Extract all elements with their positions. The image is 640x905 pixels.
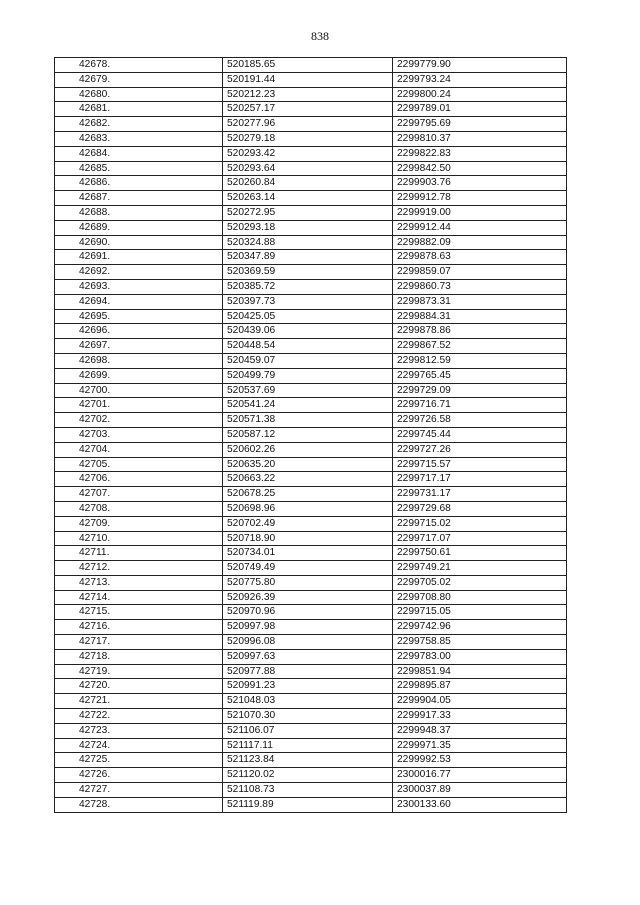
table-row (55, 58, 567, 73)
x-coordinate-cell: 520602.26 (223, 442, 393, 457)
table-row (55, 205, 567, 220)
point-number-cell: 42683. (55, 131, 223, 146)
point-number-cell: 42722. (55, 709, 223, 724)
point-number-cell: 42696. (55, 324, 223, 339)
y-coordinate-cell: 2299717.17 (393, 472, 567, 487)
table-row (55, 353, 567, 368)
table-row (55, 368, 567, 383)
point-number-cell: 42694. (55, 294, 223, 309)
x-coordinate-cell: 520587.12 (223, 427, 393, 442)
x-coordinate-cell: 520991.23 (223, 679, 393, 694)
point-number-cell: 42703. (55, 427, 223, 442)
y-coordinate-cell: 2299727.26 (393, 442, 567, 457)
table-row (55, 294, 567, 309)
y-coordinate-cell: 2300016.77 (393, 768, 567, 783)
y-coordinate-cell: 2299912.44 (393, 220, 567, 235)
y-coordinate-cell: 2299789.01 (393, 102, 567, 117)
x-coordinate-cell: 520537.69 (223, 383, 393, 398)
table-row (55, 620, 567, 635)
table-row (55, 220, 567, 235)
x-coordinate-cell: 520277.96 (223, 117, 393, 132)
x-coordinate-cell: 521070.30 (223, 709, 393, 724)
x-coordinate-cell: 520635.20 (223, 457, 393, 472)
point-number-cell: 42693. (55, 279, 223, 294)
point-number-cell: 42692. (55, 265, 223, 280)
table-row (55, 161, 567, 176)
x-coordinate-cell: 520970.96 (223, 605, 393, 620)
y-coordinate-cell: 2299859.07 (393, 265, 567, 280)
x-coordinate-cell: 521119.89 (223, 797, 393, 812)
x-coordinate-cell: 520385.72 (223, 279, 393, 294)
point-number-cell: 42705. (55, 457, 223, 472)
point-number-cell: 42685. (55, 161, 223, 176)
point-number-cell: 42715. (55, 605, 223, 620)
y-coordinate-cell: 2299867.52 (393, 339, 567, 354)
table-row (55, 146, 567, 161)
point-number-cell: 42689. (55, 220, 223, 235)
point-number-cell: 42699. (55, 368, 223, 383)
point-number-cell: 42716. (55, 620, 223, 635)
table-row (55, 590, 567, 605)
coordinates-table (54, 57, 567, 813)
x-coordinate-cell: 520977.88 (223, 664, 393, 679)
point-number-cell: 42688. (55, 205, 223, 220)
x-coordinate-cell: 520499.79 (223, 368, 393, 383)
point-number-cell: 42723. (55, 723, 223, 738)
table-row (55, 753, 567, 768)
point-number-cell: 42707. (55, 487, 223, 502)
y-coordinate-cell: 2299750.61 (393, 546, 567, 561)
y-coordinate-cell: 2299912.78 (393, 191, 567, 206)
table-row (55, 191, 567, 206)
x-coordinate-cell: 520997.98 (223, 620, 393, 635)
table-row (55, 501, 567, 516)
y-coordinate-cell: 2300037.89 (393, 783, 567, 798)
y-coordinate-cell: 2299708.80 (393, 590, 567, 605)
y-coordinate-cell: 2299715.05 (393, 605, 567, 620)
point-number-cell: 42719. (55, 664, 223, 679)
table-row (55, 250, 567, 265)
y-coordinate-cell: 2299878.63 (393, 250, 567, 265)
point-number-cell: 42720. (55, 679, 223, 694)
table-row (55, 235, 567, 250)
point-number-cell: 42714. (55, 590, 223, 605)
x-coordinate-cell: 521120.02 (223, 768, 393, 783)
table-row (55, 102, 567, 117)
x-coordinate-cell: 520397.73 (223, 294, 393, 309)
table-row (55, 516, 567, 531)
y-coordinate-cell: 2299851.94 (393, 664, 567, 679)
y-coordinate-cell: 2299795.69 (393, 117, 567, 132)
point-number-cell: 42684. (55, 146, 223, 161)
y-coordinate-cell: 2299878.86 (393, 324, 567, 339)
table-row (55, 87, 567, 102)
table-row (55, 339, 567, 354)
point-number-cell: 42687. (55, 191, 223, 206)
x-coordinate-cell: 520369.59 (223, 265, 393, 280)
table-row (55, 324, 567, 339)
table-row (55, 738, 567, 753)
x-coordinate-cell: 520571.38 (223, 413, 393, 428)
table-row (55, 783, 567, 798)
point-number-cell: 42706. (55, 472, 223, 487)
y-coordinate-cell: 2299895.87 (393, 679, 567, 694)
y-coordinate-cell: 2299758.85 (393, 635, 567, 650)
point-number-cell: 42695. (55, 309, 223, 324)
y-coordinate-cell: 2299731.17 (393, 487, 567, 502)
x-coordinate-cell: 520324.88 (223, 235, 393, 250)
x-coordinate-cell: 521123.84 (223, 753, 393, 768)
point-number-cell: 42701. (55, 398, 223, 413)
x-coordinate-cell: 520212.23 (223, 87, 393, 102)
x-coordinate-cell: 520279.18 (223, 131, 393, 146)
x-coordinate-cell: 520663.22 (223, 472, 393, 487)
y-coordinate-cell: 2299783.00 (393, 649, 567, 664)
y-coordinate-cell: 2299822.83 (393, 146, 567, 161)
table-row (55, 531, 567, 546)
point-number-cell: 42725. (55, 753, 223, 768)
x-coordinate-cell: 521117.11 (223, 738, 393, 753)
y-coordinate-cell: 2299715.57 (393, 457, 567, 472)
point-number-cell: 42680. (55, 87, 223, 102)
table-row (55, 649, 567, 664)
point-number-cell: 42724. (55, 738, 223, 753)
y-coordinate-cell: 2299765.45 (393, 368, 567, 383)
x-coordinate-cell: 520749.49 (223, 561, 393, 576)
x-coordinate-cell: 520185.65 (223, 58, 393, 73)
coordinates-table-body (55, 58, 567, 813)
point-number-cell: 42709. (55, 516, 223, 531)
x-coordinate-cell: 520439.06 (223, 324, 393, 339)
y-coordinate-cell: 2299903.76 (393, 176, 567, 191)
y-coordinate-cell: 2299884.31 (393, 309, 567, 324)
table-row (55, 664, 567, 679)
table-row (55, 309, 567, 324)
table-row (55, 72, 567, 87)
table-row (55, 265, 567, 280)
y-coordinate-cell: 2299971.35 (393, 738, 567, 753)
x-coordinate-cell: 521048.03 (223, 694, 393, 709)
table-row (55, 472, 567, 487)
table-row (55, 487, 567, 502)
y-coordinate-cell: 2299726.58 (393, 413, 567, 428)
y-coordinate-cell: 2299793.24 (393, 72, 567, 87)
y-coordinate-cell: 2299842.50 (393, 161, 567, 176)
point-number-cell: 42682. (55, 117, 223, 132)
table-row (55, 131, 567, 146)
point-number-cell: 42726. (55, 768, 223, 783)
x-coordinate-cell: 521108.73 (223, 783, 393, 798)
table-row (55, 797, 567, 812)
table-row (55, 413, 567, 428)
point-number-cell: 42711. (55, 546, 223, 561)
table-row (55, 279, 567, 294)
y-coordinate-cell: 2299729.09 (393, 383, 567, 398)
y-coordinate-cell: 2299745.44 (393, 427, 567, 442)
y-coordinate-cell: 2299919.00 (393, 205, 567, 220)
x-coordinate-cell: 520448.54 (223, 339, 393, 354)
table-row (55, 383, 567, 398)
x-coordinate-cell: 520678.25 (223, 487, 393, 502)
point-number-cell: 42717. (55, 635, 223, 650)
y-coordinate-cell: 2299882.09 (393, 235, 567, 250)
point-number-cell: 42728. (55, 797, 223, 812)
table-row (55, 768, 567, 783)
x-coordinate-cell: 521106.07 (223, 723, 393, 738)
y-coordinate-cell: 2299917.33 (393, 709, 567, 724)
x-coordinate-cell: 520425.05 (223, 309, 393, 324)
x-coordinate-cell: 520997.63 (223, 649, 393, 664)
table-row (55, 117, 567, 132)
point-number-cell: 42708. (55, 501, 223, 516)
x-coordinate-cell: 520257.17 (223, 102, 393, 117)
y-coordinate-cell: 2299904.05 (393, 694, 567, 709)
table-row (55, 694, 567, 709)
table-row (55, 176, 567, 191)
point-number-cell: 42691. (55, 250, 223, 265)
x-coordinate-cell: 520293.42 (223, 146, 393, 161)
x-coordinate-cell: 520996.08 (223, 635, 393, 650)
x-coordinate-cell: 520293.64 (223, 161, 393, 176)
x-coordinate-cell: 520698.96 (223, 501, 393, 516)
x-coordinate-cell: 520260.84 (223, 176, 393, 191)
y-coordinate-cell: 2299800.24 (393, 87, 567, 102)
x-coordinate-cell: 520702.49 (223, 516, 393, 531)
x-coordinate-cell: 520347.89 (223, 250, 393, 265)
x-coordinate-cell: 520459.07 (223, 353, 393, 368)
x-coordinate-cell: 520191.44 (223, 72, 393, 87)
table-row (55, 575, 567, 590)
table-row (55, 561, 567, 576)
y-coordinate-cell: 2299717.07 (393, 531, 567, 546)
x-coordinate-cell: 520718.90 (223, 531, 393, 546)
y-coordinate-cell: 2299779.90 (393, 58, 567, 73)
table-row (55, 427, 567, 442)
point-number-cell: 42727. (55, 783, 223, 798)
point-number-cell: 42721. (55, 694, 223, 709)
point-number-cell: 42678. (55, 58, 223, 73)
y-coordinate-cell: 2299705.02 (393, 575, 567, 590)
point-number-cell: 42712. (55, 561, 223, 576)
y-coordinate-cell: 2300133.60 (393, 797, 567, 812)
y-coordinate-cell: 2299715.02 (393, 516, 567, 531)
point-number-cell: 42690. (55, 235, 223, 250)
point-number-cell: 42700. (55, 383, 223, 398)
y-coordinate-cell: 2299992.53 (393, 753, 567, 768)
point-number-cell: 42698. (55, 353, 223, 368)
table-row (55, 723, 567, 738)
page-number: 838 (311, 29, 329, 43)
table-row (55, 709, 567, 724)
table-row (55, 605, 567, 620)
table-row (55, 442, 567, 457)
point-number-cell: 42681. (55, 102, 223, 117)
point-number-cell: 42686. (55, 176, 223, 191)
table-row (55, 457, 567, 472)
y-coordinate-cell: 2299742.96 (393, 620, 567, 635)
y-coordinate-cell: 2299948.37 (393, 723, 567, 738)
y-coordinate-cell: 2299860.73 (393, 279, 567, 294)
y-coordinate-cell: 2299812.59 (393, 353, 567, 368)
point-number-cell: 42697. (55, 339, 223, 354)
table-row (55, 635, 567, 650)
point-number-cell: 42718. (55, 649, 223, 664)
x-coordinate-cell: 520293.18 (223, 220, 393, 235)
table-row (55, 679, 567, 694)
y-coordinate-cell: 2299810.37 (393, 131, 567, 146)
x-coordinate-cell: 520775.80 (223, 575, 393, 590)
x-coordinate-cell: 520926.39 (223, 590, 393, 605)
x-coordinate-cell: 520541.24 (223, 398, 393, 413)
y-coordinate-cell: 2299716.71 (393, 398, 567, 413)
y-coordinate-cell: 2299729.68 (393, 501, 567, 516)
x-coordinate-cell: 520263.14 (223, 191, 393, 206)
y-coordinate-cell: 2299749.21 (393, 561, 567, 576)
point-number-cell: 42713. (55, 575, 223, 590)
x-coordinate-cell: 520734.01 (223, 546, 393, 561)
point-number-cell: 42704. (55, 442, 223, 457)
table-row (55, 546, 567, 561)
x-coordinate-cell: 520272.95 (223, 205, 393, 220)
table-row (55, 398, 567, 413)
point-number-cell: 42710. (55, 531, 223, 546)
y-coordinate-cell: 2299873.31 (393, 294, 567, 309)
point-number-cell: 42679. (55, 72, 223, 87)
point-number-cell: 42702. (55, 413, 223, 428)
